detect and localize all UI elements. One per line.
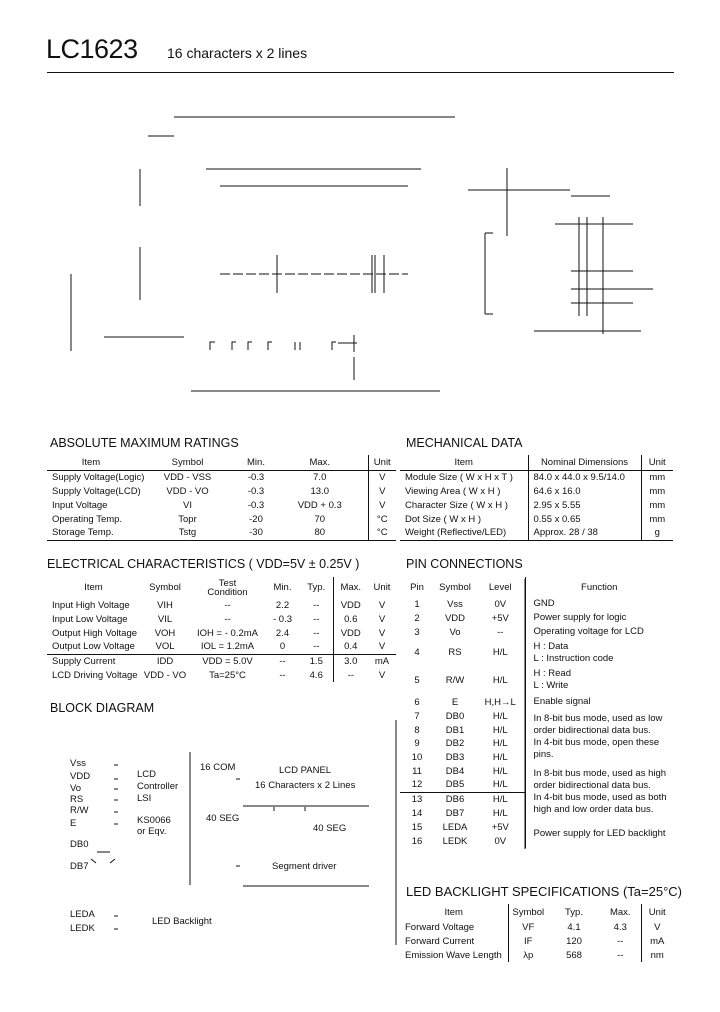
signal-label: VDD [70, 771, 91, 782]
pin: 1 [414, 598, 420, 610]
item: Input Voltage [52, 499, 108, 511]
min: -30 [249, 527, 263, 539]
symbol: Vo [449, 626, 461, 638]
max: 80 [314, 527, 326, 539]
symbol: DB5 [445, 779, 465, 791]
symbol: VIL [157, 613, 173, 625]
pin: 13 [400, 792, 434, 806]
level: H/L [492, 765, 508, 777]
level: +5V [491, 612, 509, 624]
typ: 4.6 [309, 669, 323, 681]
min: - 0.3 [272, 613, 292, 625]
lcd-panel-title: LCD PANEL [279, 765, 332, 776]
col-max: Max. [309, 456, 331, 468]
typ: 4.1 [567, 921, 581, 933]
item: Forward Current [405, 935, 475, 947]
condition: -- [224, 599, 231, 611]
col-test-condition: Test Condition [207, 577, 248, 598]
block-diagram-heading: BLOCK DIAGRAM [50, 701, 155, 715]
symbol: λp [508, 948, 548, 962]
max: 3.0 [333, 654, 368, 668]
max: 13.0 [310, 485, 329, 497]
signal-label: Vo [70, 783, 82, 794]
min: 0 [279, 641, 286, 653]
symbol: VIH [157, 599, 173, 611]
table-row [400, 948, 673, 962]
function-line: In 8-bit bus mode, used as low [533, 713, 663, 724]
item: LCD Driving Voltage [52, 669, 138, 681]
seg-label: 40 SEG [313, 823, 347, 834]
col-typ: Typ. [307, 582, 326, 593]
unit: V [378, 613, 386, 625]
typ: 568 [566, 949, 582, 961]
level: H/L [492, 738, 508, 750]
chip-label: or Eqv. [137, 826, 167, 837]
symbol: LEDK [442, 835, 468, 847]
unit: mA [374, 655, 390, 667]
signal-label: DB0 [70, 839, 89, 850]
pin: 16 [411, 835, 423, 847]
typ: -- [313, 641, 320, 653]
pin: 5 [414, 674, 420, 686]
level: 0V [494, 598, 507, 610]
symbol: DB0 [445, 711, 465, 723]
symbol: DB2 [445, 738, 465, 750]
max: 4.3 [613, 921, 627, 933]
unit: V [368, 498, 396, 512]
item: Viewing Area ( W x H ) [405, 485, 501, 497]
symbol: IF [508, 934, 548, 948]
symbol: VI [183, 499, 192, 511]
function-line: In 4-bit bus mode, used as both [533, 792, 667, 803]
symbol: VOL [155, 641, 175, 653]
level: H/L [476, 792, 525, 806]
symbol: RS [448, 647, 462, 658]
function-line: In 8-bit bus mode, used as high [533, 768, 667, 779]
item: Supply Voltage(Logic) [52, 471, 145, 483]
dimension: Approx. 28 / 38 [528, 526, 641, 540]
max: -- [617, 949, 624, 961]
condition: VDD = 5.0V [202, 655, 253, 667]
symbol: DB7 [445, 807, 465, 819]
level: H/L [492, 807, 508, 819]
table-row [400, 920, 673, 934]
symbol: Vss [447, 598, 463, 610]
col-unit: Unit [641, 904, 673, 920]
symbol: VF [508, 920, 548, 934]
function-line: H : Data [533, 640, 569, 652]
col-item: Item [84, 582, 103, 593]
col-unit: Unit [368, 455, 396, 470]
pin-heading: PIN CONNECTIONS [406, 557, 523, 571]
function-line: L : Instruction code [533, 652, 614, 664]
symbol: DB4 [445, 765, 465, 777]
mechanical-heading: MECHANICAL DATA [406, 436, 523, 450]
level: +5V [491, 821, 509, 833]
symbol: LEDA [442, 821, 468, 833]
unit: mA [641, 934, 673, 948]
unit: V [378, 641, 386, 653]
col-item: Item [81, 456, 101, 468]
condition: -- [224, 613, 231, 625]
col-symbol: Symbol [171, 456, 204, 468]
col-max: Max. [609, 906, 631, 918]
signal-label: LEDK [70, 923, 95, 934]
pin: 4 [414, 647, 420, 658]
typ: -- [313, 627, 320, 639]
pin: 11 [412, 765, 422, 777]
electrical-heading: ELECTRICAL CHARACTERISTICS ( VDD=5V ± 0.25V ) [47, 557, 360, 571]
symbol: Tstg [178, 527, 197, 539]
lcd-panel-subtitle: 16 Characters x 2 Lines [255, 780, 356, 791]
max: 70 [314, 513, 326, 525]
part-subtitle: 16 characters x 2 lines [167, 45, 308, 61]
min: -0.3 [247, 485, 265, 497]
seg-label: 40 SEG [206, 813, 240, 824]
level: H/L [492, 724, 508, 736]
pin: 14 [411, 807, 423, 819]
unit: mm [641, 484, 673, 498]
col-min: Min. [273, 582, 292, 593]
function-line: pins. [533, 749, 554, 760]
function: Operating voltage for LCD [525, 625, 673, 639]
signal-label: LEDA [70, 909, 95, 920]
unit: V [378, 627, 386, 639]
min: -20 [249, 513, 263, 525]
min: -- [279, 655, 286, 667]
function-line: L : Write [533, 680, 569, 691]
unit: mm [641, 470, 673, 484]
pin: 7 [414, 711, 420, 723]
typ: -- [313, 599, 320, 611]
dimension: 64.6 x 16.0 [528, 484, 641, 498]
item: Output Low Voltage [52, 641, 135, 653]
col-typ: Typ. [565, 906, 583, 918]
chip-label: KS0066 [137, 815, 171, 826]
led-table [400, 904, 673, 962]
dimension: 2.95 x 5.55 [528, 498, 641, 512]
unit: °C [368, 526, 396, 540]
typ: -- [313, 613, 320, 625]
col-symbol: Symbol [508, 904, 548, 920]
item: Supply Voltage(LCD) [52, 485, 141, 497]
level: H,H→L [484, 696, 516, 708]
pin: 12 [411, 779, 423, 791]
item: Output High Voltage [52, 627, 138, 639]
typ: 1.5 [309, 655, 323, 667]
symbol: IDD [156, 655, 174, 667]
function-line: H : Read [533, 668, 571, 679]
controller-label: LCD [137, 769, 157, 780]
segment-driver-label: Segment driver [272, 861, 337, 872]
max: 0.6 [333, 612, 368, 626]
unit: mm [641, 498, 673, 512]
col-dimensions: Nominal Dimensions [528, 455, 641, 470]
pin: 3 [414, 626, 420, 638]
max: VDD [333, 598, 368, 612]
item: Dot Size ( W x H ) [405, 513, 482, 525]
com-label: 16 COM [200, 762, 236, 773]
level: H/L [492, 711, 508, 723]
col-unit: Unit [641, 455, 673, 470]
part-number-title: LC1623 [46, 34, 138, 64]
dimension: 84.0 x 44.0 x 9.5/14.0 [528, 470, 641, 484]
signal-label: DB7 [70, 861, 89, 872]
symbol: DB3 [445, 751, 465, 763]
unit: g [641, 526, 673, 540]
item: Weight (Reflective/LED) [405, 527, 507, 539]
function: GND [525, 597, 673, 611]
symbol: VDD - VO [166, 485, 209, 497]
item: Module Size ( W x H x T ) [405, 471, 513, 483]
unit: V [368, 470, 396, 484]
col-symbol: Symbol [149, 582, 181, 593]
col-level: Level [488, 581, 512, 593]
item: Emission Wave Length [405, 949, 502, 961]
function-line: In 4-bit bus mode, open these [533, 737, 660, 748]
symbol: VDD - VSS [163, 471, 212, 483]
max: 0.4 [333, 640, 368, 654]
unit: mm [641, 512, 673, 526]
unit: °C [368, 512, 396, 526]
col-unit: Unit [373, 582, 391, 593]
item: Operating Temp. [52, 513, 123, 525]
symbol: VOH [154, 627, 176, 639]
level: H/L [492, 647, 508, 658]
max: VDD [333, 626, 368, 640]
item: Forward Voltage [405, 921, 475, 933]
unit: V [641, 920, 673, 934]
item: Input Low Voltage [52, 613, 128, 625]
controller-label: Controller [137, 781, 179, 792]
typ: 120 [566, 935, 582, 947]
col-item: Item [454, 456, 473, 468]
table-row [400, 934, 673, 948]
unit: nm [641, 948, 673, 962]
function: Enable signal [525, 694, 673, 710]
max: VDD + 0.3 [297, 499, 342, 511]
item: Input High Voltage [52, 599, 130, 611]
col-item: Item [444, 906, 463, 918]
max: 7.0 [313, 471, 327, 483]
signal-label: R/W [70, 805, 89, 816]
dimension: 0.55 x 0.65 [528, 512, 641, 526]
abs-max-heading: ABSOLUTE MAXIMUM RATINGS [50, 436, 239, 450]
item: Storage Temp. [52, 527, 114, 539]
unit: V [368, 484, 396, 498]
symbol: R/W [445, 674, 465, 686]
backlight-label: LED Backlight [152, 916, 212, 927]
signal-label: RS [70, 794, 84, 805]
condition: IOL = 1.2mA [200, 641, 255, 653]
function-line: high and low order data bus. [533, 804, 654, 815]
condition: Ta=25°C [209, 669, 246, 681]
symbol: VDD [444, 612, 466, 624]
symbol: DB1 [445, 724, 465, 736]
symbol: DB6 [434, 792, 476, 806]
function: Power supply for LED backlight [525, 820, 673, 848]
symbol: VDD - VO [143, 669, 187, 681]
pin: 6 [414, 696, 420, 708]
max: -- [617, 935, 624, 947]
pin: 15 [411, 821, 423, 833]
level: H/L [492, 674, 508, 686]
function: Power supply for logic [525, 611, 673, 625]
level: 0V [494, 835, 507, 847]
min: -- [279, 669, 286, 681]
level: H/L [492, 751, 508, 763]
signal-label: E [70, 818, 77, 829]
led-heading: LED BACKLIGHT SPECIFICATIONS (Ta=25°C) [406, 884, 682, 899]
item: Supply Current [52, 655, 116, 667]
max: -- [333, 668, 368, 682]
condition: IOH = - 0.2mA [197, 627, 258, 639]
col-max: Max. [333, 577, 368, 598]
pin: 10 [411, 751, 423, 763]
pin: 2 [414, 612, 420, 624]
function-line: order bidirectional data bus. [533, 725, 651, 736]
signal-label: Vss [70, 758, 86, 769]
col-pin: Pin [410, 581, 424, 593]
min: -0.3 [247, 499, 265, 511]
level: H/L [492, 779, 508, 791]
min: 2.2 [275, 599, 290, 611]
controller-label: LSI [137, 793, 152, 804]
min: -0.3 [247, 471, 265, 483]
unit: V [378, 599, 386, 611]
level: -- [497, 626, 504, 638]
col-min: Min. [247, 456, 265, 468]
unit: V [378, 669, 386, 681]
col-symbol: Symbol [439, 581, 471, 593]
item: Character Size ( W x H ) [405, 499, 508, 511]
min: 2.4 [275, 627, 290, 639]
symbol: Topr [178, 513, 197, 525]
symbol: E [451, 696, 459, 708]
pin: 8 [414, 724, 420, 736]
pin: 9 [414, 738, 420, 750]
function-line: order bidirectional data bus. [533, 780, 651, 791]
col-function: Function [525, 577, 673, 597]
